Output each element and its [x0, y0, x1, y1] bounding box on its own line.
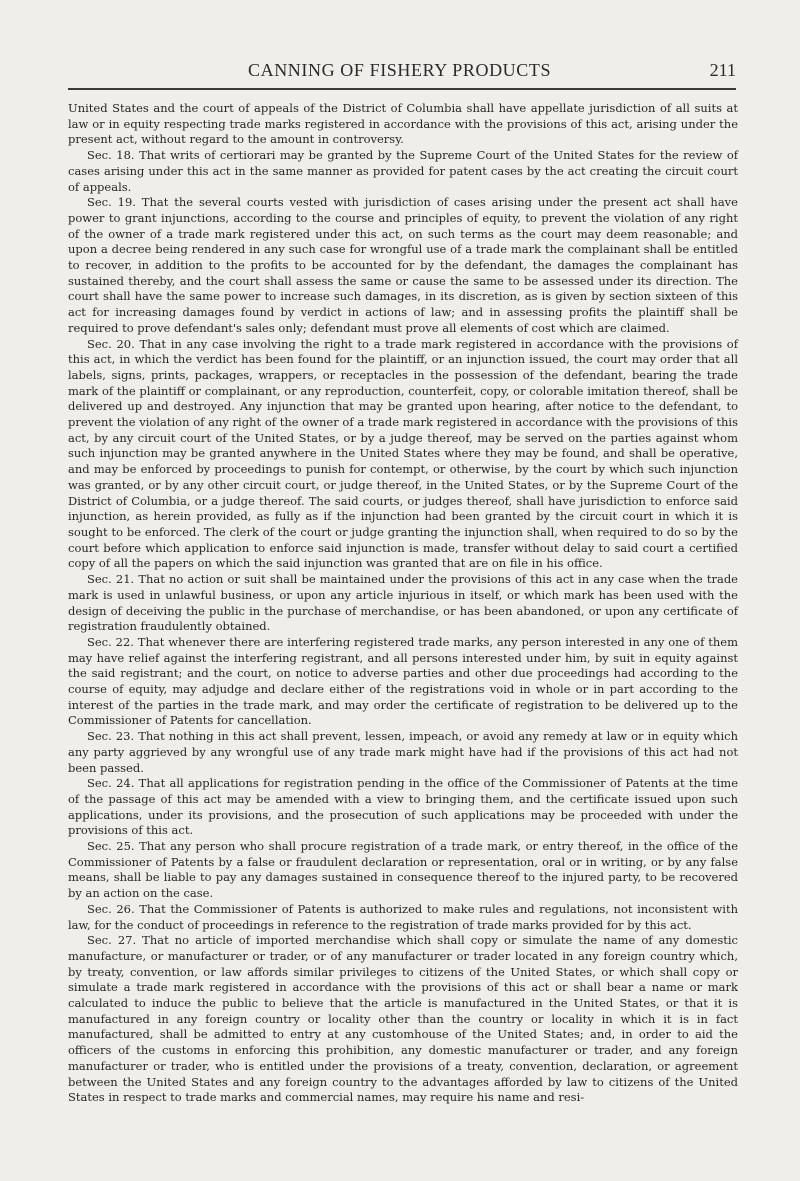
- body-text: [68, 101, 738, 1106]
- paragraph-continuation: United States and the court of appeals of the District of Columbia shall have appellate jurisdiction of all suits at law or in equity respecting trade marks registered in accordance with the provisions of this act, arising under the present act, without regard to the amount in controversy.: [68, 101, 738, 147]
- header-rule: [68, 88, 736, 90]
- page-number: 211: [709, 60, 736, 80]
- paragraph-sec-25: Sec. 25. That any person who shall procure registration of a trade mark, or entry thereof, in the office of the Commissioner of Patents by a false or fraudulent declaration or representation, oral or in writing, or by any false means, shall be liable to pay any damages sustained in consequence thereof to the injured party, to be recovered by an action on the case.: [68, 839, 738, 901]
- running-title: CANNING OF FISHERY PRODUCTS: [248, 60, 552, 80]
- page-header: [68, 60, 736, 84]
- paragraph-sec-19: Sec. 19. That the several courts vested with jurisdiction of cases arising under the present act shall have power to grant injunctions, according to the course and principles of equity, to prevent the violation of any right of the owner of a trade mark registered under this act, on such terms as the court may deem reasonable; and upon a decree being rendered in any such case for wrongful use of a trade mark the complainant shall be entitled to recover, in addition to the profits to be accounted for by the defendant, the damages the complainant has sustained thereby, and the court shall assess the same or cause the same to be assessed under its direction. The court shall have the same power to increase such damages, in its discretion, as is given by section sixteen of this act for increasing damages found by verdict in actions of law; and in assessing profits the plaintiff shall be required to prove defendant's sales only; defendant must prove all elements of cost which are claimed.: [68, 195, 738, 335]
- paragraph-sec-24: Sec. 24. That all applications for registration pending in the office of the Commissioner of Patents at the time of the passage of this act may be amended with a view to bringing them, and the certificate issued upon such applications, under its provisions, and the prosecution of such applications may be proceeded with under the provisions of this act.: [68, 776, 738, 838]
- paragraph-sec-23: Sec. 23. That nothing in this act shall prevent, lessen, impeach, or avoid any remedy at law or in equity which any party aggrieved by any wrongful use of any trade mark might have had if the provisions of this act had not been passed.: [68, 729, 738, 775]
- paragraph-sec-21: Sec. 21. That no action or suit shall be maintained under the provisions of this act in any case when the trade mark is used in unlawful business, or upon any article injurious in itself, or which mark has been used with the design of deceiving the public in the purchase of merchandise, or has been abandoned, or upon any certificate of registration fraudulently obtained.: [68, 572, 738, 634]
- paragraph-sec-20: Sec. 20. That in any case involving the right to a trade mark registered in accordance with the provisions of this act, in which the verdict has been found for the plaintiff, or an injunction issued, the court may order that all labels, signs, prints, packages, wrappers, or receptacles in the possession of the defendant, bearing the trade mark of the plaintiff or complainant, or any reproduction, counterfeit, copy, or colorable imitation thereof, shall be delivered up and destroyed. Any injunction that may be granted upon hearing, after notice to the defendant, to prevent the violation of any right of the owner of a trade mark registered in accordance with the provisions of this act, by any circuit court of the United States, or by a judge thereof, may be served on the parties against whom such injunction may be granted anywhere in the United States where they may be found, and shall be operative, and may be enforced by proceedings to punish for contempt, or otherwise, by the court by which such injunction was granted, or by any other circuit court, or judge thereof, in the United States, or by the Supreme Court of the District of Columbia, or a judge thereof. The said courts, or judges thereof, shall have jurisdiction to enforce said injunction, as herein provided, as fully as if the injunction had been granted by the circuit court in which it is sought to be enforced. The clerk of the court or judge granting the injunction shall, when required to do so by the court before which application to enforce said injunction is made, transfer without delay to said court a certified copy of all the papers on which the said injunction was granted that are on file in his office.: [68, 336, 738, 571]
- paragraph-sec-27: Sec. 27. That no article of imported merchandise which shall copy or simulate the name of any domestic manufacture, or manufacturer or trader, or of any manufacturer or trader located in any foreign country which, by treaty, convention, or law affords similar privileges to citizens of the United States, or which shall copy or simulate a trade mark registered in accordance with the provisions of this act or shall bear a name or mark calculated to induce the public to believe that the article is manufactured in the United States, or that it is manufactured in any foreign country or locality other than the country or locality in which it is in fact manufactured, shall be admitted to entry at any customhouse of the United States; and, in order to aid the officers of the customs in enforcing this prohibition, any domestic manufacturer or trader, and any foreign manufacturer or trader, who is entitled under the provisions of a treaty, convention, declaration, or agreement between the United States and any foreign country to the advantages afforded by law to citizens of the United States in respect to trade marks and commercial names, may require his name and resi-: [68, 933, 738, 1105]
- paragraph-sec-18: Sec. 18. That writs of certiorari may be granted by the Supreme Court of the United States for the review of cases arising under this act in the same manner as provided for patent cases by the act creating the circuit court of appeals.: [68, 148, 738, 194]
- paragraph-sec-26: Sec. 26. That the Commissioner of Patents is authorized to make rules and regulations, not inconsistent with law, for the conduct of proceedings in reference to the registration of trade marks provided for by this act.: [68, 901, 738, 932]
- paragraph-sec-22: Sec. 22. That whenever there are interfering registered trade marks, any person interested in any one of them may have relief against the interfering registrant, and all persons interested under him, by suit in equity against the said registrant; and the court, on notice to adverse parties and other due proceedings had according to the course of equity, may adjudge and declare either of the registrations void in whole or in part according to the interest of the parties in the trade mark, and may order the certificate of registration to be delivered up to the Commissioner of Patents for cancellation.: [68, 634, 738, 728]
